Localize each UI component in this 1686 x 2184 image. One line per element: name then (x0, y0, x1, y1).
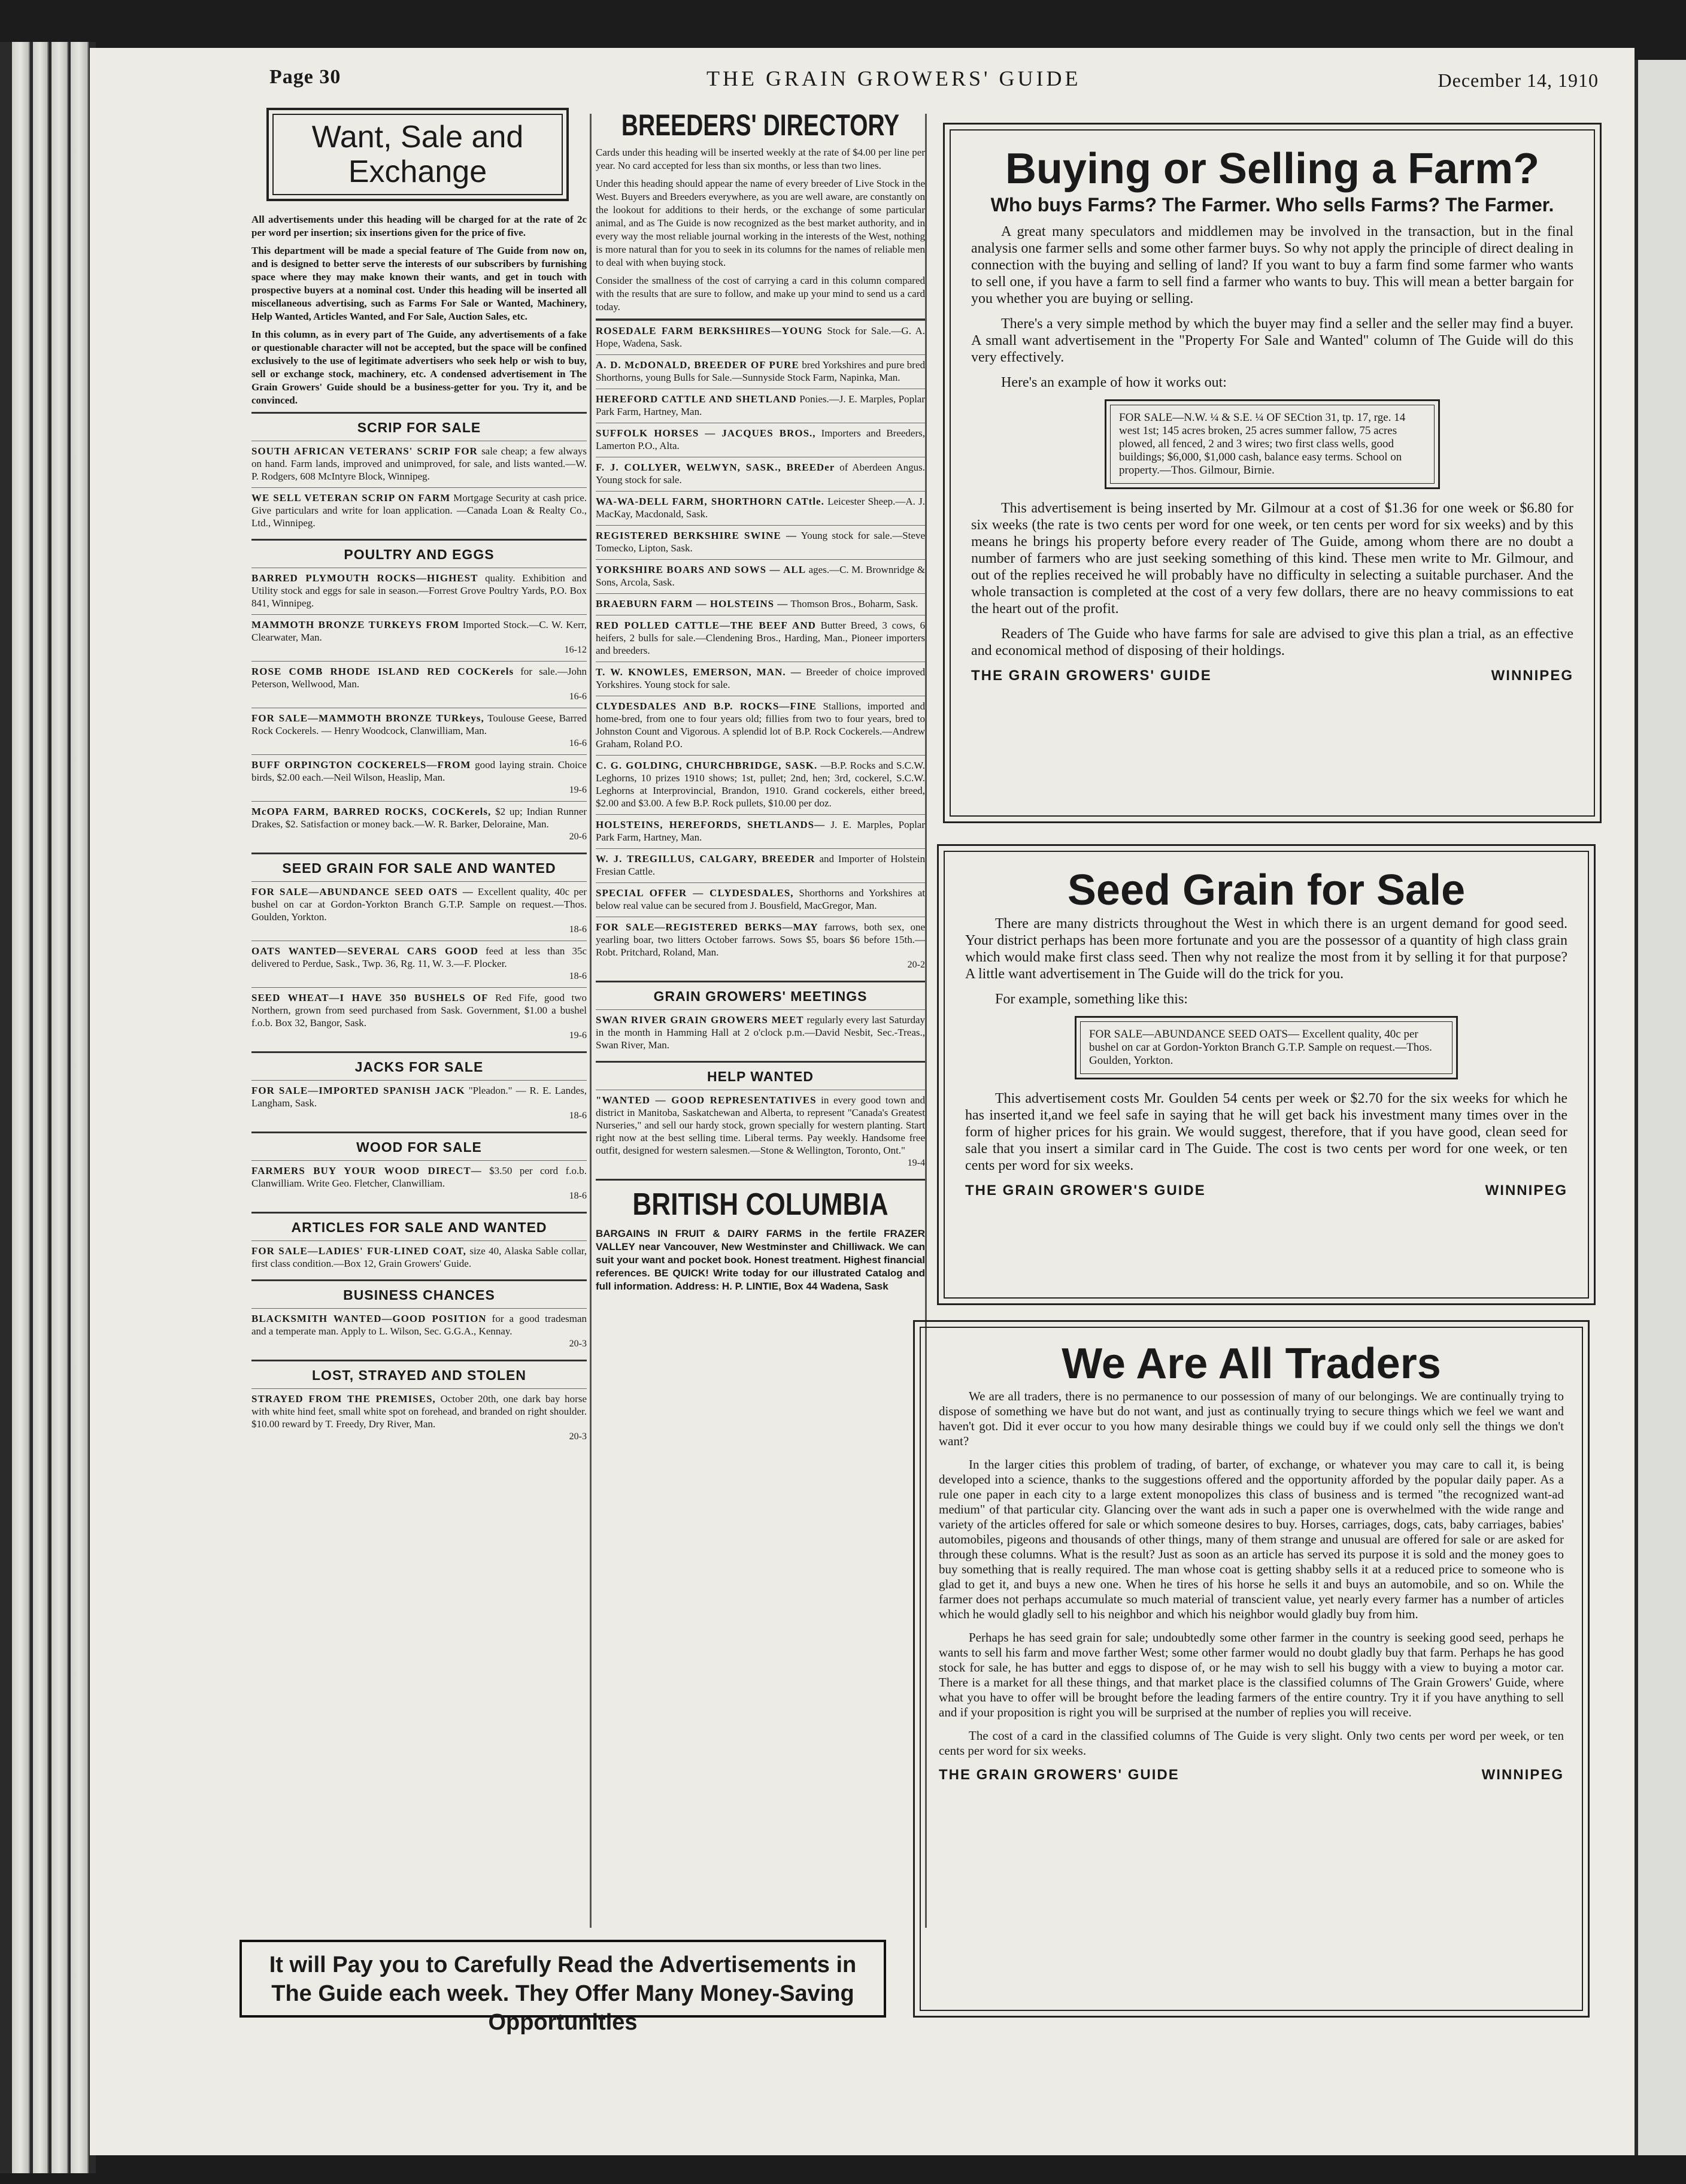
breeder-card (596, 354, 925, 389)
ad-body: Ponies.—J. E. Marples, Poplar Park Farm, Hartney, Man. (596, 393, 926, 417)
facing-page-edge (1635, 60, 1686, 2155)
ad-body: Thomson Bros., Boharm, Sask. (790, 598, 918, 609)
ad-body: quality. Exhibition and Utility stock and eggs for sale in season.—Forrest Grove Poultry Yards, P.O. Box 841, Winnipeg. (251, 572, 587, 609)
ad-lead: FOR SALE—IMPORTED SPANISH JACK (251, 1085, 465, 1096)
ad-body: Importers and Breeders, Lamerton P.O., Alta. (596, 427, 925, 451)
want-sale-column (251, 108, 587, 1448)
buying-selling-title: Buying or Selling a Farm? (1005, 145, 1540, 193)
breeder-card (596, 559, 925, 593)
breeder-card (596, 491, 925, 525)
british-columbia-ad (596, 1179, 925, 1293)
ad-body: Mortgage Security at cash price. Give particulars and write for loan application. —Canada Loan & Realty Co., Ltd., Winnipeg. (251, 492, 587, 529)
classified-ad (251, 1388, 587, 1448)
breeders-column (596, 108, 925, 1298)
classified-ad (251, 987, 587, 1046)
seed-grain-box (937, 844, 1596, 1305)
ad-body: Imported Stock.—C. W. Kerr, Clearwater, Man. (251, 619, 587, 643)
signature-line (971, 668, 1573, 684)
breeder-card (596, 917, 925, 976)
ad-lead: HOLSTEINS, HEREFORDS, SHETLANDS— (596, 819, 826, 830)
ad-lead: STRAYED FROM THE PREMISES, (251, 1393, 436, 1405)
ad-lead: SWAN RIVER GRAIN GROWERS MEET (596, 1014, 804, 1026)
ad-body: J. E. Marples, Poplar Park Farm, Hartney, Man. (596, 819, 926, 843)
body-paragraph: The cost of a card in the classified columns of The Guide is very slight. Only two cents per word per week, or ten cents per word for six weeks. (939, 1728, 1564, 1758)
ad-body: bred Yorkshires and pure bred Shorthorns, young Bulls for Sale.—Sunnyside Stock Farm, Napinka, Man. (596, 359, 925, 383)
breeder-card (596, 320, 925, 354)
body-paragraph: Here's an example of how it works out: (1001, 375, 1227, 390)
breeder-card (596, 755, 925, 814)
ad-number: 16-6 (569, 691, 587, 702)
body-paragraph: Readers of The Guide who have farms for sale are advised to give this plan a trial, as an effective and economical method of disposing of their holdings. (971, 626, 1573, 659)
signature-publisher: THE GRAIN GROWERS' GUIDE (939, 1767, 1179, 1783)
breeder-card (596, 814, 925, 848)
ad-lead: YORKSHIRE BOARS AND SOWS — ALL (596, 564, 806, 575)
breeder-card (596, 696, 925, 755)
ad-body: Butter Breed, 3 cows, 6 heifers, 2 bulls for sale.—Clendening Bros., Harding, Man., Pioneer importers and breeders. (596, 620, 925, 656)
ad-body: Excellent quality, 40c per bushel on car at Gordon-Yorkton Branch G.T.P. Sample on request.—Thos. Goulden, Yorkton. (251, 886, 587, 923)
section-heading: SEED GRAIN FOR SALE AND WANTED (251, 853, 587, 881)
ad-lead: FOR SALE—MAMMOTH BRONZE TURkeys, (251, 712, 484, 724)
ad-lead: FARMERS BUY YOUR WOOD DIRECT— (251, 1165, 482, 1176)
all-traders-title: We Are All Traders (1062, 1340, 1441, 1388)
ad-lead: ROSEDALE FARM BERKSHIRES—YOUNG (596, 325, 823, 336)
classified-ad (251, 441, 587, 487)
breeder-card (596, 423, 925, 457)
signature-line (939, 1767, 1564, 1783)
ad-lead: W. J. TREGILLUS, CALGARY, BREEDER (596, 853, 815, 864)
ad-lead: MAMMOTH BRONZE TURKEYS FROM (251, 619, 460, 630)
ad-lead: "WANTED — GOOD REPRESENTATIVES (596, 1094, 817, 1106)
sample-ad-text: FOR SALE—ABUNDANCE SEED OATS— Excellent quality, 40c per bushel on car at Gordon-Yorkton Branch G.T.P. Sample on request.—Thos. Goulden, Yorkton. (1080, 1021, 1452, 1074)
classified-ad (251, 754, 587, 801)
ad-number: 20-3 (569, 1431, 587, 1442)
ad-lead: SUFFOLK HORSES — JACQUES BROS., (596, 427, 816, 439)
ad-lead: A. D. McDONALD, BREEDER OF PURE (596, 359, 799, 371)
signature-publisher: THE GRAIN GROWERS' GUIDE (971, 668, 1212, 684)
running-head (180, 60, 1617, 96)
ad-body: —B.P. Rocks and S.C.W. Leghorns, 10 prizes 1910 shows; 1st, pullet; 2nd, hen; 3rd, cockerel, S.C.W. Leghorns at Interprovincial, Brandon, 1910. Grand cockerels, either breed, $2.00 and $3.00. A few B.P. Rock pullets, $10.00 per doz. (596, 760, 926, 809)
breeder-card (596, 457, 925, 491)
want-sale-intro: In this column, as in every part of The Guide, any advertisements of a fake or questionable character will not be accepted, but the space will be confined exclusively to the use of legitimate advertisers who seek help or wish to buy, sell or exchange stock, machinery, etc. A condensed advertisement in The Grain Growers' Guide should be a business-getter for you. Try it, and be convinced. (251, 329, 587, 406)
body-paragraph: This advertisement costs Mr. Goulden 54 cents per week or $2.70 for the six weeks for which he has inserted it,and we feel safe in saying that he will get back his investment many times over in the form of higher prices for his grain. We would suggest, therefore, that if you have good, clean seed for sale that you insert a similar card in The Guide. The cost is two cents per word for one week, or ten cents per word for six weeks. (965, 1091, 1567, 1173)
ad-number: 16-6 (569, 738, 587, 748)
ad-body: Shorthorns and Yorkshires at below real value can be secured from J. Bousfield, MacGregor, Man. (596, 887, 926, 911)
seed-grain-title: Seed Grain for Sale (1067, 866, 1466, 914)
classified-ad (251, 487, 587, 534)
ad-body: Stock for Sale.—G. A. Hope, Wadena, Sask. (596, 325, 926, 349)
breeders-intro: Cards under this heading will be inserted weekly at the rate of $4.00 per line per year. No card accepted for less than six months, or less than two lines. (596, 147, 925, 171)
want-sale-heading-box (266, 108, 569, 201)
section-heading: BUSINESS CHANCES (251, 1279, 587, 1308)
ad-body: Toulouse Geese, Barred Rock Cockerels. — Henry Woodcock, Clanwilliam, Man. (251, 712, 587, 736)
ad-body: Young stock for sale.—Steve Tomecko, Lipton, Sask. (596, 530, 925, 554)
ad-body: sale cheap; a few always on hand. Farm lands, improved and unimproved, for sale, and lists wanted.—W. P. Rodgers, 608 McIntyre Block, Winnipeg. (251, 445, 587, 482)
ad-number: 19-4 (907, 1158, 925, 1168)
breeders-intro: Consider the smallness of the cost of carrying a card in this column compared with the results that are sure to follow, and make up your mind to send us a card today. (596, 275, 925, 313)
ad-lead: C. G. GOLDING, CHURCHBRIDGE, SASK. (596, 760, 818, 771)
classified-ad (251, 568, 587, 614)
ad-body: regularly every last Saturday in the month in Hamming Hall at 2 o'clock p.m.—David Nesbit, Sec.-Treas., Swan River, Man. (596, 1014, 926, 1051)
column-rule (590, 114, 592, 1928)
ad-lead: CLYDESDALES AND B.P. ROCKS—FINE (596, 700, 817, 712)
ad-number: 18-6 (569, 924, 587, 935)
ad-body: size 40, Alaska Sable collar, first class condition.—Box 12, Grain Growers' Guide. (251, 1245, 587, 1269)
breeder-card (596, 848, 925, 882)
body-paragraph: For example, something like this: (995, 991, 1188, 1007)
help-wanted-heading: HELP WANTED (596, 1061, 925, 1090)
section-heading: WOOD FOR SALE (251, 1132, 587, 1160)
ad-number: 20-3 (569, 1339, 587, 1349)
footer-banner-text: It will Pay you to Carefully Read the Advertisements in The Guide each week. They Offer Many Money-Saving Opportunities (269, 1952, 857, 2035)
ad-number: 18-6 (569, 1111, 587, 1121)
ad-lead: McOPA FARM, BARRED ROCKS, COCKerels, (251, 806, 492, 817)
ad-lead: SOUTH AFRICAN VETERANS' SCRIP FOR (251, 445, 478, 457)
masthead: THE GRAIN GROWERS' GUIDE (706, 66, 1081, 90)
book-stack-edges (0, 42, 96, 2173)
classified-ad (251, 1308, 587, 1355)
ad-number: 16-12 (564, 645, 587, 655)
ad-lead: WA-WA-DELL FARM, SHORTHORN CATtle. (596, 496, 824, 507)
classified-ad (251, 1240, 587, 1275)
signature-city: WINNIPEG (1481, 1767, 1564, 1783)
section-heading: ARTICLES FOR SALE AND WANTED (251, 1212, 587, 1240)
classified-ad (596, 1009, 925, 1056)
classified-ad (251, 1160, 587, 1207)
ad-lead: BARRED PLYMOUTH ROCKS—HIGHEST (251, 572, 478, 584)
classified-ad (251, 881, 587, 941)
signature-line (965, 1182, 1567, 1199)
ad-number: 20-6 (569, 832, 587, 842)
ad-lead: F. J. COLLYER, WELWYN, SASK., BREEDer (596, 462, 835, 473)
british-columbia-body: BARGAINS IN FRUIT & DAIRY FARMS in the fertile FRAZER VALLEY near Vancouver, New Westminster and Chilliwack. We can suit your want and pocket book. Honest treatment. Highest financial references. BE QUICK! Write today for our illustrated Catalog and full information. Address: H. P. LINTIE, Box 44 Wadena, Sask (596, 1228, 925, 1292)
ad-number: 19-6 (569, 1030, 587, 1041)
classified-ad (251, 801, 587, 848)
classified-sections (251, 412, 587, 1448)
classified-ad (596, 1090, 925, 1174)
classified-ad (251, 708, 587, 754)
ad-lead: SPECIAL OFFER — CLYDESDALES, (596, 887, 794, 899)
breeder-card (596, 525, 925, 559)
ad-body: feed at less than 35c delivered to Perdue, Sask., Twp. 36, Rg. 11, W. 3.—F. Plocker. (251, 945, 587, 969)
ad-body: $3.50 per cord f.o.b. Clanwilliam. Write Geo. Fletcher, Clanwilliam. (251, 1165, 587, 1189)
ad-number: 18-6 (569, 1191, 587, 1201)
ad-body: $2 up; Indian Runner Drakes, $2. Satisfaction or money back.—W. R. Barker, Deloraine, Man. (251, 806, 587, 830)
classified-ad (251, 614, 587, 661)
meetings-heading: GRAIN GROWERS' MEETINGS (596, 981, 925, 1009)
ad-body: Stallions, imported and home-bred, from one to four years old; fillies from two to four years, bred to Johnston Count and Vigorous. A splendid lot of B.P. Rock Cockerels.—Andrew Graham, Roland P.O. (596, 700, 925, 750)
ad-lead: HEREFORD CATTLE AND SHETLAND (596, 393, 797, 405)
ad-body: "Pleadon." — R. E. Landes, Langham, Sask. (251, 1085, 587, 1109)
classified-ad (251, 661, 587, 708)
body-paragraph: Perhaps he has seed grain for sale; undoubtedly some other farmer in the country is seeking good seed, perhaps he wants to sell his farm and move farther West; some other farmer would no doubt gladly buy that farm. Perhaps he has good stock for sale, he has butter and eggs to dispose of, or he may wish to sell his buggy with a view to buying a motor car. There is a market for all these things, and that market place is the classified columns of The Grain Growers' Guide, where what you have to offer will be brought before the leading farmers of the entire country. Try it if you have anything to sell and if your proposition is right you will be surprised at the number of replies you will receive. (939, 1630, 1564, 1719)
want-sale-intro: This department will be made a special feature of The Guide from now on, and is designed to better serve the interests of our subscribers by furnishing space where they may make known their wants, and get in touch with prospective buyers at a nominal cost. Under this heading will be inserted all miscellaneous advertising, such as Farms For Sale or Wanted, Machinery, Help Wanted, Articles Wanted, and For Sale, Auction Sales, etc. (251, 245, 587, 322)
page-number: Page 30 (269, 66, 341, 88)
ad-number: 18-6 (569, 971, 587, 981)
ad-lead: ROSE COMB RHODE ISLAND RED COCKerels (251, 666, 514, 677)
body-paragraph: This advertisement is being inserted by Mr. Gilmour at a cost of $1.36 for one week or $6.80 for six weeks (the rate is two cents per word for one week, or ten cents per word for six weeks) and by this means he brings his property before every reader of The Guide, among whom there are no doubt a number of farmers who are just seeking something of this kind. These men write to Mr. Gilmour, and out of the replies received he will probably have no difficulty in selecting a suitable purchaser. And the whole transaction is completed at the cost of a very few dollars, there are no heavy commissions to eat the heart out of the profit. (971, 500, 1573, 617)
ad-lead: BLACKSMITH WANTED—GOOD POSITION (251, 1313, 487, 1324)
breeder-card (596, 615, 925, 662)
buying-selling-farm-box (943, 123, 1602, 823)
footer-banner (239, 1940, 886, 2035)
ad-body: farrows, both sex, one yearling boar, two litters October farrows. Sows $5, boars $6 before 15th.—Robt. Pritchard, Roland, Man. (596, 921, 926, 958)
breeder-card (596, 593, 925, 615)
want-sale-intro: All advertisements under this heading will be charged for at the rate of 2c per word per insertion; six insertions given for the price of five. (251, 214, 587, 238)
sample-ad-text: FOR SALE—N.W. ¼ & S.E. ¼ OF SECtion 31, tp. 17, rge. 14 west 1st; 145 acres broken, 25 acres summer fallow, 75 acres plowed, all fenced, 2 and 3 wires; two first class wells, good buildings; $6,000, $1,000 cash, balance easy terms. School on property.—Thos. Gilmour, Birnie. (1110, 405, 1435, 484)
breeder-card-list (596, 318, 925, 976)
ad-body: October 20th, one dark bay horse with white hind feet, small white spot on forehead, and branded on right shoulder. $10.00 reward by T. Freedy, Dry River, Man. (251, 1393, 587, 1430)
section-heading: SCRIP FOR SALE (251, 412, 587, 441)
ad-lead: WE SELL VETERAN SCRIP ON FARM (251, 492, 451, 503)
ad-body: Red Fife, good two Northern, grown from seed purchased from Sask. Government, $1.00 a bushel f.o.b. Box 32, Bangor, Sask. (251, 992, 587, 1029)
signature-city: WINNIPEG (1491, 668, 1573, 684)
ad-body: for a good tradesman and a temperate man. Apply to L. Wilson, Sec. G.G.A., Kennay. (251, 1313, 587, 1337)
breeder-card (596, 882, 925, 917)
ad-body: Breeder of choice improved Yorkshires. Young stock for sale. (596, 666, 925, 690)
sample-ad-box (1075, 1016, 1458, 1079)
breeder-card (596, 389, 925, 423)
body-paragraph: We are all traders, there is no permanence to our possession of many of our belongings. We are continually trying to dispose of something we have but do not want, and just as continually trying to secure things which we feel we want and haven't got. Did it ever occur to you how many desirable things we could buy if we could only sell the things we don't want? (939, 1389, 1564, 1448)
ad-lead: SEED WHEAT—I HAVE 350 BUSHELS OF (251, 992, 489, 1003)
ad-lead: BRAEBURN FARM — HOLSTEINS — (596, 598, 789, 609)
section-heading: JACKS FOR SALE (251, 1051, 587, 1080)
ad-body: in every good town and district in Manitoba, Saskatchewan and Alberta, to represent "Canada's Greatest Nurseries," and sell our hardy stock, grown specially for western planting. Start right now at the best selling time. Liberal terms. Pay weekly. Handsome free outfit, designed for western salesmen.—Stone & Wellington, Toronto, Ont." (596, 1094, 926, 1156)
section-heading: LOST, STRAYED AND STOLEN (251, 1360, 587, 1388)
signature-publisher: THE GRAIN GROWER'S GUIDE (965, 1182, 1206, 1199)
ad-lead: FOR SALE—LADIES' FUR-LINED COAT, (251, 1245, 466, 1257)
signature-city: WINNIPEG (1485, 1182, 1567, 1199)
body-paragraph: There are many districts throughout the West in which there is an urgent demand for good seed. Your district perhaps has been more fortunate and you are the possessor of a quantity of high class grain which would make first class seed. Then why not realize the most from it by selling it for that purpose? A little want advertisement in The Guide will do the trick for you. (965, 916, 1567, 982)
body-paragraph: There's a very simple method by which the buyer may find a seller and the seller may find a buyer. A small want advertisement in the "Property For Sale and Wanted" column of The Guide will do this very effectively. (971, 316, 1573, 365)
ad-body: good laying strain. Choice birds, $2.00 each.—Neil Wilson, Heaslip, Man. (251, 759, 587, 783)
breeder-card (596, 662, 925, 696)
ad-number: 19-6 (569, 785, 587, 795)
ad-lead: REGISTERED BERKSHIRE SWINE — (596, 530, 797, 541)
ad-lead: BUFF ORPINGTON COCKERELS—FROM (251, 759, 471, 771)
ad-body: and Importer of Holstein Fresian Cattle. (596, 853, 926, 877)
body-paragraph: A great many speculators and middlemen may be involved in the transaction, but in the final analysis one farmer sells and some other farmer buys. So why not apply the principle of direct dealing in connection with the buying and selling of land? If you want to buy a farm find some farmer who wants to sell one, if you have a farm to sell find a farmer who wants to buy. This will mean a better bargain for you whether you are buying or selling. (971, 224, 1573, 307)
classified-ad (251, 941, 587, 987)
buying-selling-subtitle: Who buys Farms? The Farmer. Who sells Farms? The Farmer. (990, 194, 1554, 216)
breeders-intro: Under this heading should appear the name of every breeder of Live Stock in the West. Buyers and Breeders everywhere, as you are well aware, are constantly on the lookout for additions to their herds, or the exchange of some particular animal, and as The Guide is now recognized as the best market authority, and in every way the most reliable journal working in the interests of the West, nothing is more natural than for you to seek in its columns for the names of reliable men to deal with when buying stock. (596, 178, 925, 268)
ad-number: 20-2 (907, 960, 925, 970)
ad-lead: FOR SALE—ABUNDANCE SEED OATS — (251, 886, 474, 897)
ad-body: of Aberdeen Angus. Young stock for sale. (596, 462, 925, 486)
sample-ad-box (1105, 399, 1440, 489)
ad-body: ages.—C. M. Brownridge & Sons, Arcola, Sask. (596, 564, 925, 588)
ad-body: for sale.—John Peterson, Wellwood, Man. (251, 666, 587, 690)
section-heading: POULTRY AND EGGS (251, 539, 587, 568)
breeders-title: BREEDERS' DIRECTORY (621, 108, 900, 142)
ad-lead: T. W. KNOWLES, EMERSON, MAN. — (596, 666, 802, 678)
ad-lead: FOR SALE—REGISTERED BERKS—MAY (596, 921, 818, 933)
ad-body: Leicester Sheep.—A. J. MacKay, Macdonald, Sask. (596, 496, 926, 520)
ad-lead: OATS WANTED—SEVERAL CARS GOOD (251, 945, 479, 957)
body-paragraph: In the larger cities this problem of trading, of barter, of exchange, or whatever you may care to call it, is being developed into a science, thanks to the suggestions offered and the opportunity afforded by the popular daily paper. As a rule one paper in each city to a large extent monopolizes this class of business and is termed "the recognized want-ad medium" of that particular city. Glancing over the want ads in such a paper one is overwhelmed with the wide range and variety of the articles offered for sale or which someone desires to buy. Horses, carriages, dogs, cats, baby carriages, babies' automobiles, pigeons and thousands of other things, many of them strange and unusual are offered for sale or are asked for through these columns. What is the result? Just as soon as an article has served its purpose it is sold and the money goes to buy something that is really required. The man whose coat is getting shabby sells it at a reduced price to someone who is glad to get it, and buys a new one. When he tires of his horse he sells it and buys an automobile, and so on. While the farmer does not perhaps accumulate so much material of transcient value, yet nearly every farmer has a number of articles which he would gladly sell to his neighbor and which his neighbor would gladly buy from him. (939, 1457, 1564, 1621)
issue-date: December 14, 1910 (1438, 69, 1599, 91)
all-traders-box (913, 1320, 1590, 2018)
ad-lead: RED POLLED CATTLE—THE BEEF AND (596, 620, 816, 631)
classified-ad (251, 1080, 587, 1127)
british-columbia-title: BRITISH COLUMBIA (632, 1187, 889, 1222)
want-sale-title: Want, Sale and Exchange (272, 114, 563, 195)
